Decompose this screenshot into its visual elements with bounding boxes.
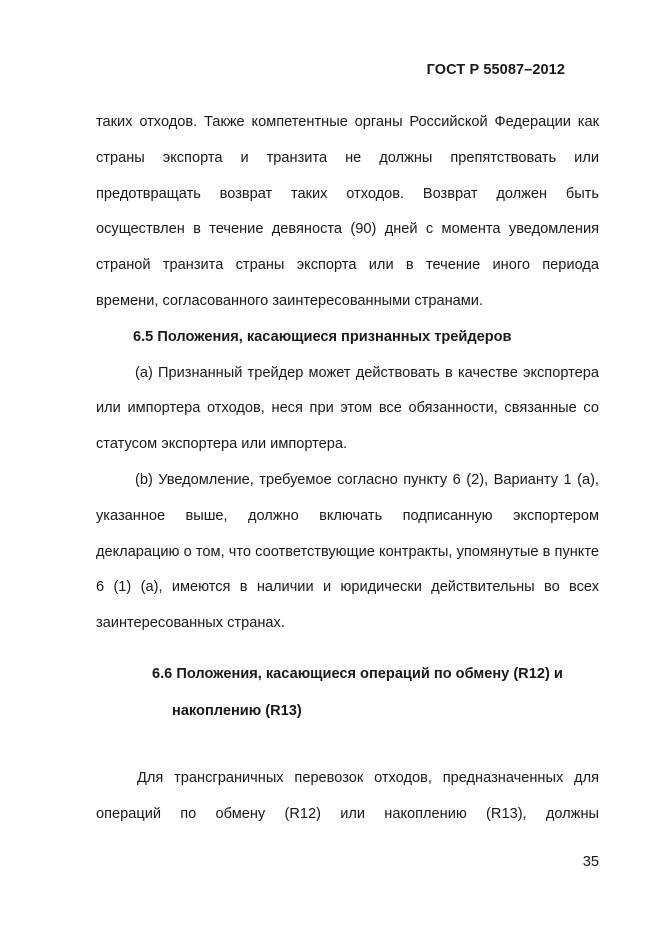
paragraph-6-6-intro: Для трансграничных перевозок отходов, предназначенных для операций по обмену (R12) или накоплению (R13), должны [96,770,599,822]
page-number: 35 [582,854,599,870]
tail-text [96,760,599,832]
paragraph-a: (a) Признанный трейдер может действовать в качестве экспортера или импортера отходов, неся при этом все обязанности, связанные со статусом экспортера или импортера. [96,364,599,453]
section-heading-6-6 [152,656,599,730]
section-heading-6-5: 6.5 Положения, касающиеся признанных трейдеров [133,328,512,345]
section-heading-6-6-line2: накоплению (R13) [172,703,302,719]
paragraph-continuation: таких отходов. Также компетентные органы Российской Федерации как страны экспорта и транзита не должны препятствовать или предотвращать возврат таких отходов. Возврат должен быть осуществлен в течение девяноста (90) дней с момента уведомления страной транзита страны экспорта или в течение иного периода времени, согласованного заинтересованными странами. [96,114,599,309]
paragraph-b: (b) Уведомление, требуемое согласно пункту 6 (2), Варианту 1 (a), указанное выше, должно включать подписанную экспортером декларацию о том, что соответствующие контракты, упомянутые в пункте 6 (1) (a), имеются в наличии и юридически действительны во всех заинтересованных странах. [96,471,599,632]
section-heading-6-6-line1: 6.6 Положения, касающиеся операций по обмену (R12) и [152,666,563,682]
document-code-header: ГОСТ Р 55087–2012 [426,62,565,78]
body-text [96,105,599,642]
